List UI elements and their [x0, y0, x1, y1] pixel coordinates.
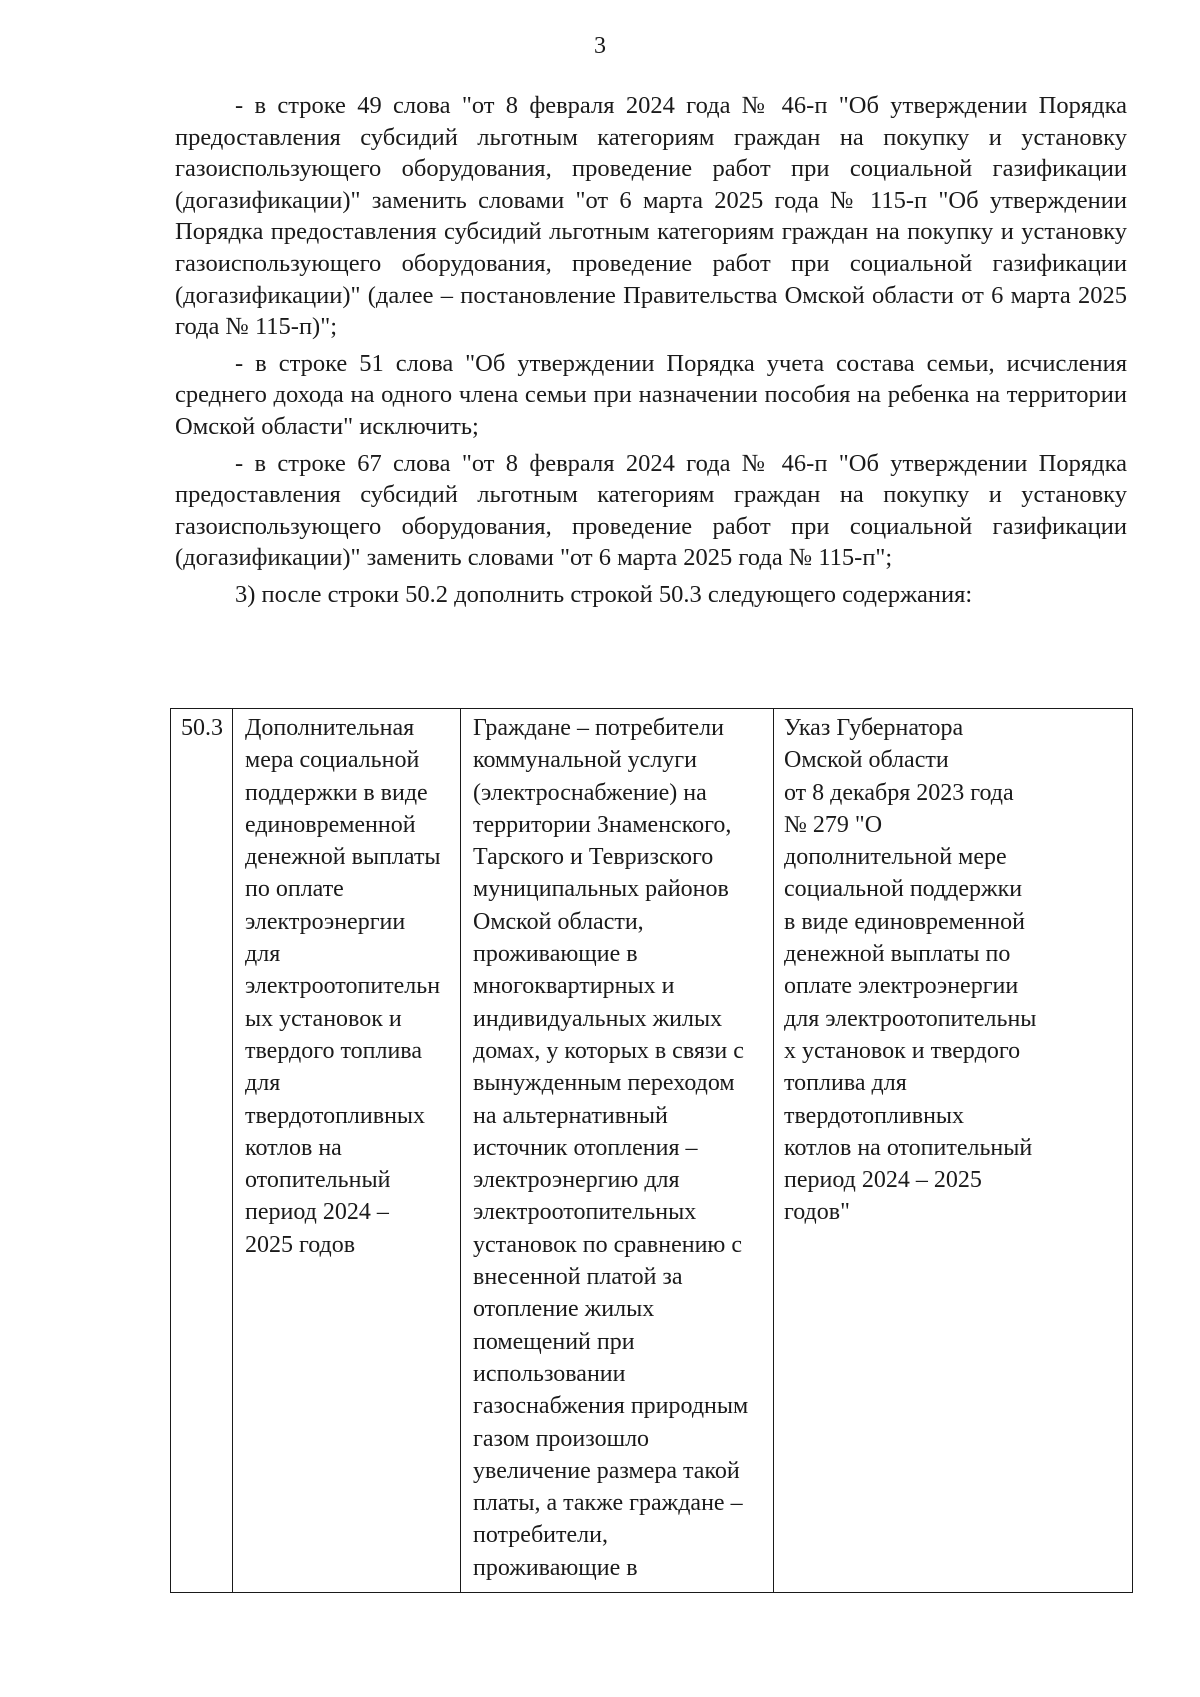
amendment-table	[170, 708, 1133, 1593]
paragraph-row-67: - в строке 67 слова "от 8 февраля 2024 года № 46-п "Об утверждении Порядка предоставления субсидий льготным категориям граждан на покупку и установку газоиспользующего оборудования, проведение работ при социальной газификации (догазификации)" заменить словами "от 6 марта 2025 года № 115-п";	[175, 449, 1127, 572]
row-number-cell: 50.3	[171, 709, 233, 1593]
measure-cell: Дополнительная мера социальной поддержки в виде единовременной денежной выплаты по оплате электроэнергии для электроотопительн ых установок и твердого топлива для твердотопливных котлов на отопительный период 2024 – 2025 годов	[233, 709, 461, 1593]
table-row	[171, 709, 1133, 1593]
recipients-cell: Граждане – потребители коммунальной услуги (электроснабжение) на территории Знаменского, Тарского и Тевризского муниципальных районов Омской области, проживающие в многоквартирных и индивидуальных жилых домах, у которых в связи с вынужденным переходом на альтернативный источник отопления – электроэнергию для электроотопительных установок по сравнению с внесенной платой за отопление жилых помещений при использовании газоснабжения природным газом произошло увеличение размера такой платы, а также граждане – потребители, проживающие в	[461, 709, 774, 1593]
paragraph-row-49: - в строке 49 слова "от 8 февраля 2024 года № 46-п "Об утверждении Порядка предоставления субсидий льготным категориям граждан на покупку и установку газоиспользующего оборудования, проведение работ при социальной газификации (догазификации)" заменить словами "от 6 марта 2025 года № 115-п "Об утверждении Порядка предоставления субсидий льготным категориям граждан на покупку и установку газоиспользующего оборудования, проведение работ при социальной газификации (догазификации)" (далее – постановление Правительства Омской области от 6 марта 2025 года № 115-п)";	[175, 92, 1127, 341]
legal-basis-cell: Указ Губернатора Омской области от 8 декабря 2023 года № 279 "О дополнительной мере социальной поддержки в виде единовременной денежной выплаты по оплате электроэнергии для электроотопительны х установок и твердого топлива для твердотопливных котлов на отопительный период 2024 – 2025 годов"	[774, 709, 1133, 1593]
paragraph-add-row-50-3: 3) после строки 50.2 дополнить строкой 50.3 следующего содержания:	[235, 580, 973, 608]
document-body	[175, 90, 1127, 616]
page-number: 3	[594, 33, 606, 59]
paragraph-row-51: - в строке 51 слова "Об утверждении Порядка учета состава семьи, исчисления среднего дохода на одного члена семьи при назначении пособия на ребенка на территории Омской области" исключить;	[175, 349, 1127, 440]
